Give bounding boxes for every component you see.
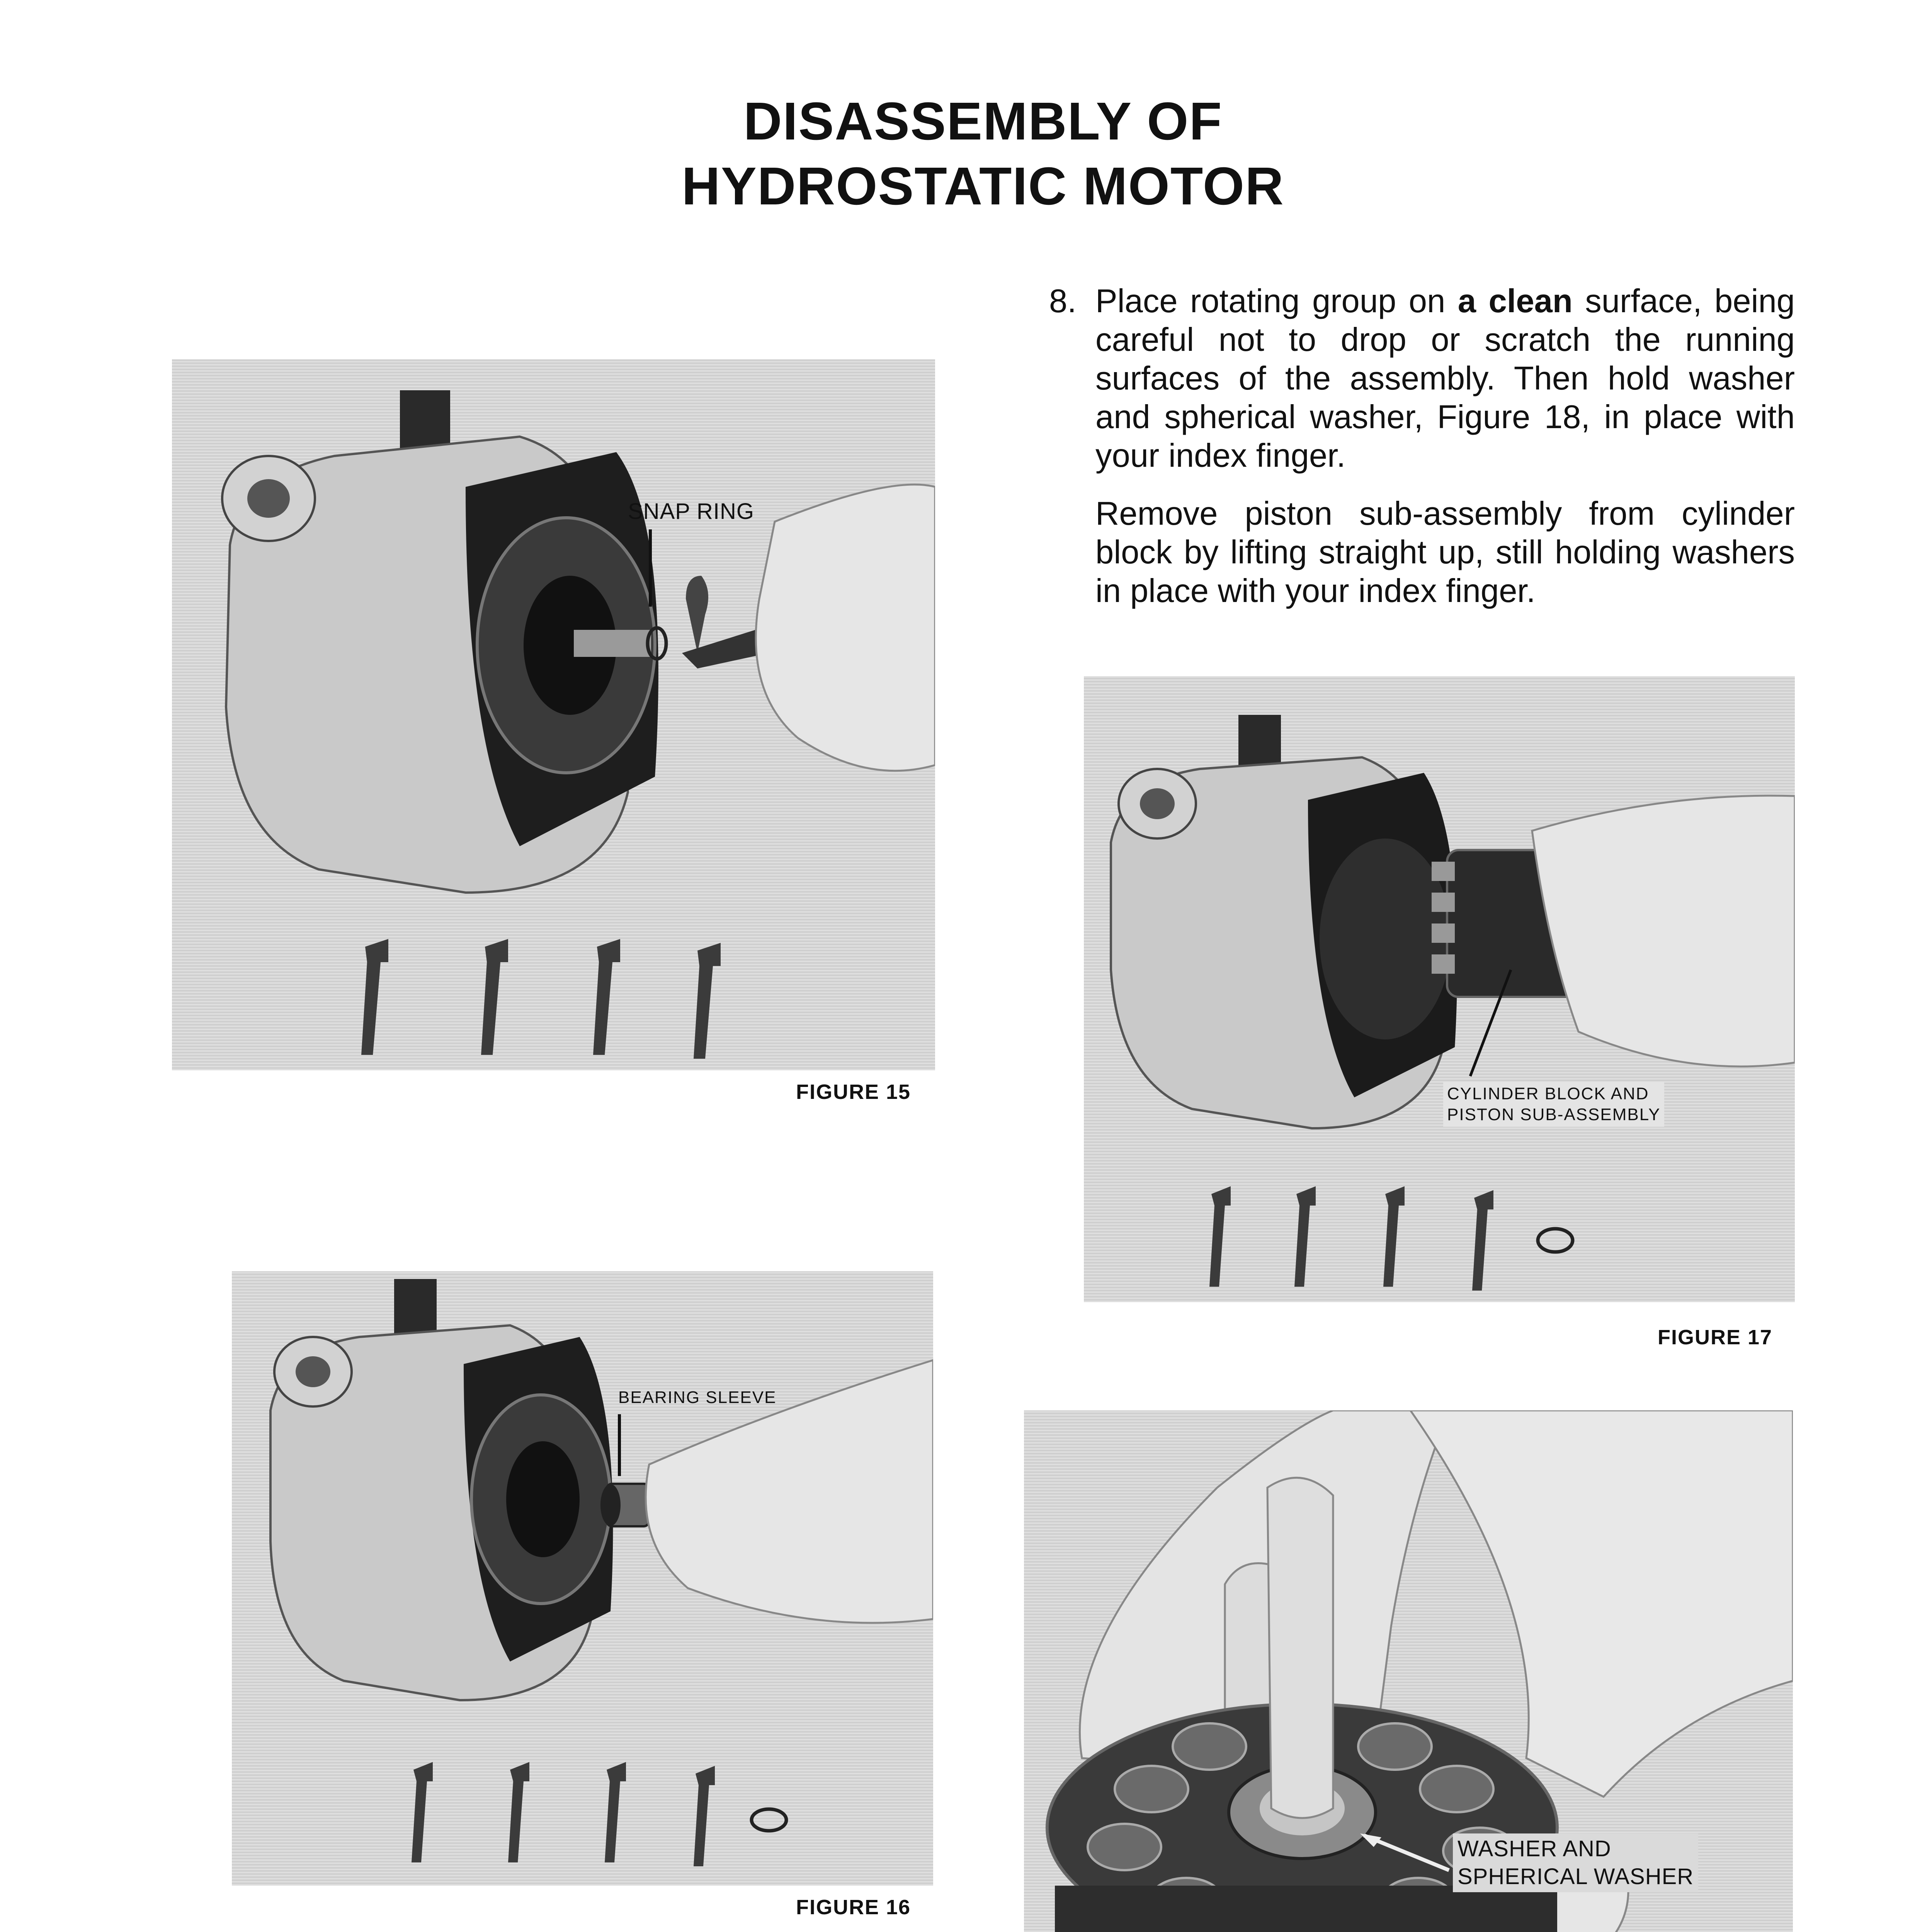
figure-18-callout-line-1: WASHER AND: [1458, 1836, 1611, 1861]
step-8: [1049, 282, 1795, 475]
step-8-text-before: Place rotating group on: [1095, 283, 1458, 320]
figure-15-illustration: [172, 359, 935, 1070]
page-title-line-1: DISASSEMBLY OF: [743, 92, 1223, 151]
figure-16-photo: [232, 1271, 933, 1886]
figure-15-caption: FIGURE 15: [796, 1080, 911, 1104]
figure-16-illustration: [232, 1271, 933, 1886]
figure-17-callout: [1443, 1082, 1664, 1127]
page-title: [0, 89, 1932, 219]
figure-15-callout-snap-ring: SNAP RING: [628, 499, 755, 524]
step-8-text-bold: a clean: [1458, 283, 1573, 320]
step-8-paragraph-2: Remove piston sub-assembly from cylinder block by lifting straight up, still holding washers in place with your index finger.: [1095, 495, 1795, 609]
figure-17-caption: FIGURE 17: [1658, 1326, 1773, 1349]
step-8-text-after: surface, being careful not to drop or scratch the running surfaces of the assembly. Then hold washer and spherical washer, Figure 18, in place with your index finger.: [1095, 283, 1795, 474]
figure-17-photo: [1084, 676, 1795, 1302]
figure-17-callout-line-1: CYLINDER BLOCK AND: [1447, 1084, 1649, 1103]
page-title-line-2: HYDROSTATIC MOTOR: [682, 156, 1284, 216]
figure-15-photo: [172, 359, 935, 1070]
figure-16-caption: FIGURE 16: [796, 1896, 911, 1919]
figure-18-photo: [1024, 1410, 1793, 1932]
step-8-number: 8.: [1049, 283, 1077, 320]
figure-18-callout-line-2: SPHERICAL WASHER: [1458, 1864, 1694, 1889]
figure-18-callout: [1453, 1833, 1698, 1892]
figure-17-callout-line-2: PISTON SUB-ASSEMBLY: [1447, 1105, 1661, 1124]
figure-17-illustration: [1084, 676, 1795, 1302]
figure-16-callout-bearing-sleeve: BEARING SLEEVE: [618, 1388, 777, 1407]
